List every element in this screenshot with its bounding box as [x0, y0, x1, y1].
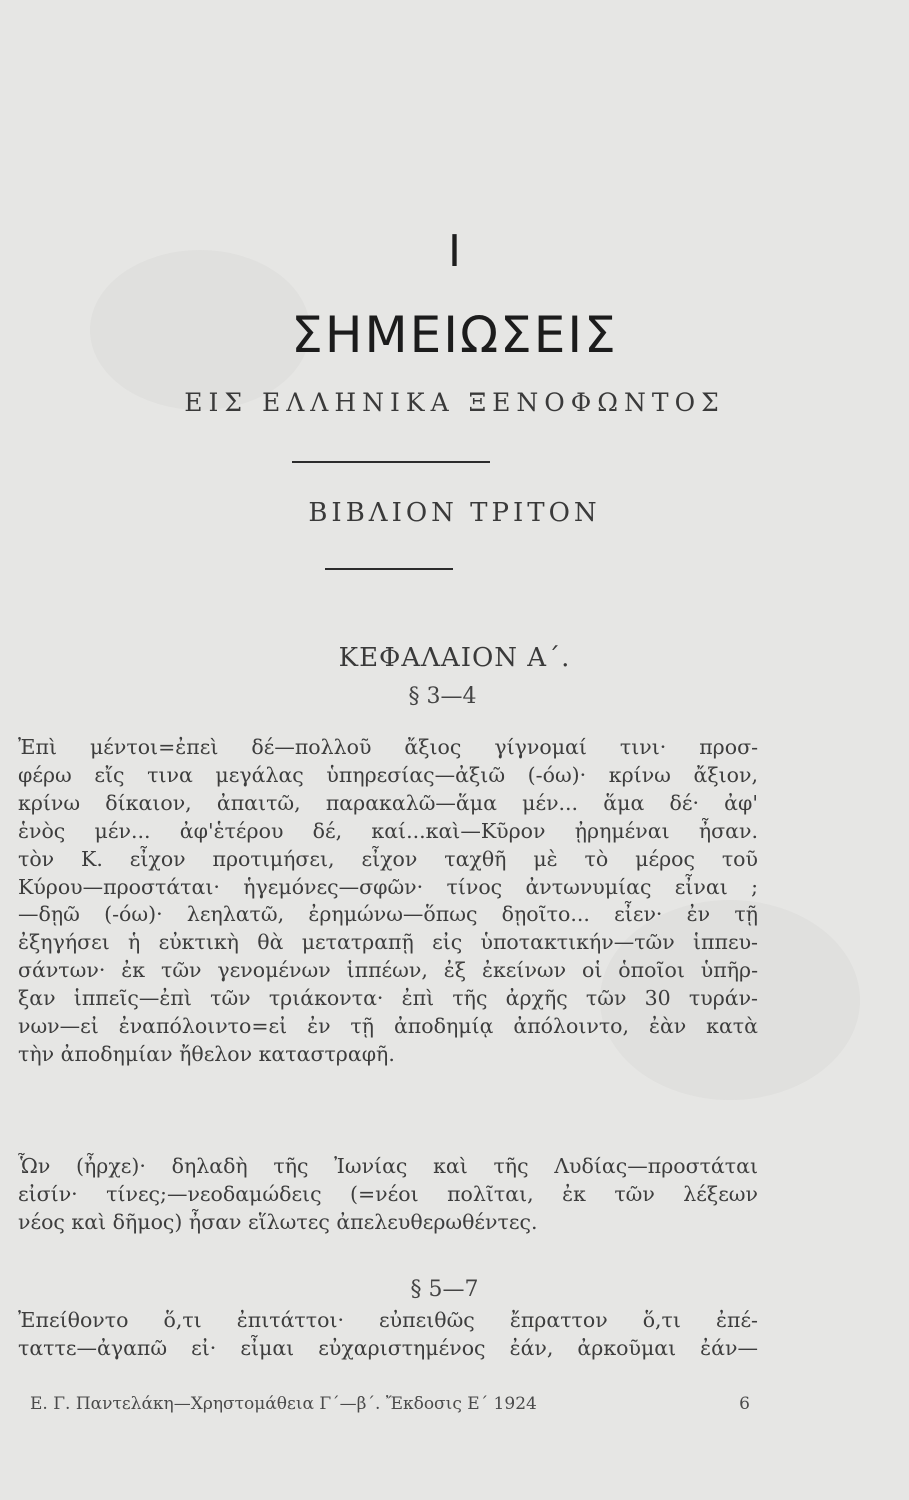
chapter-numeral: Ι [448, 226, 461, 277]
page-footer [30, 1392, 750, 1416]
text-line: τὴν ἀποδημίαν ἤθελον καταστραφῆ. [18, 1041, 395, 1066]
text-line: Ὧν (ἦρχε)· δηλαδὴ τῆς Ἰωνίας καὶ τῆς Λυδίας—προστάται [18, 1154, 758, 1178]
text-line: τὸν Κ. εἶχον προτιμήσει, εἶχον ταχθῆ μὲ τὸ μέρος τοῦ [18, 846, 758, 871]
text-line: Κύρου—προστάται· ἡγεμόνες—σφῶν· τίνος ἀντωνυμίας εἶναι ; [18, 874, 758, 899]
text-line: εἰσίν· τίνες;—νεοδαμώδεις (=νέοι πολῖται, ἐκ τῶν λέξεων [18, 1181, 758, 1206]
text-line: νέος καὶ δῆμος) ἦσαν εἵλωτες ἀπελευθερωθέντες. [18, 1209, 538, 1234]
note-paragraph [18, 734, 758, 1069]
text-line: σάντων· ἐκ τῶν γενομένων ἱππέων, ἐξ ἐκείνων οἱ ὁποῖοι ὑπῆρ- [18, 958, 758, 983]
text-line: κρίνω δίκαιον, ἀπαιτῶ, παρακαλῶ—ἅμα μέν... ἅμα δέ· ἀφ' [18, 790, 758, 815]
chapter-heading: ΚΕΦΑΛΑΙΟΝ Α΄. [338, 643, 571, 673]
section-heading: § 3—4 [408, 684, 477, 709]
text-line: νων—εἰ ἐναπόλοιντο=εἰ ἐν τῇ ἀποδημίᾳ ἀπόλοιντο, ἐὰν κατὰ [18, 1014, 758, 1039]
note-paragraph [18, 1153, 758, 1237]
divider-rule [292, 461, 490, 463]
book-heading: ΒΙΒΛΙΟΝ ΤΡΙΤΟΝ [308, 498, 601, 528]
text-line: ξαν ἱππεῖς—ἐπὶ τῶν τριάκοντα· ἐπὶ τῆς ἀρχῆς τῶν 30 τυράν- [18, 986, 758, 1011]
page-title: ΣΗΜΕΙΩΣΕΙΣ [291, 306, 618, 364]
text-line: ἐξηγήσει ἡ εὐκτικὴ θὰ μετατραπῇ εἰς ὑποτακτικήν—τῶν ἱππευ- [18, 930, 758, 955]
page-subtitle: ΕΙΣ ΕΛΛΗΝΙΚΑ ΞΕΝΟΦΩΝΤΟΣ [184, 388, 725, 417]
text-line: Ἐπὶ μέντοι=ἐπεὶ δέ—πολλοῦ ἄξιος γίγνομαί τινι· προσ- [18, 735, 758, 759]
page-number: 6 [739, 1394, 750, 1414]
footer-citation: Ε. Γ. Παντελάκη—Χρηστομάθεια Γ΄—β΄. Ἔκδοσις Ε΄ 1924 [30, 1394, 537, 1414]
text-line: Ἐπείθοντο ὅ,τι ἐπιτάττοι· εὐπειθῶς ἔπραττον ὅ,τι ἐπέ- [18, 1308, 758, 1332]
text-line: φέρω εἴς τινα μεγάλας ὑπηρεσίας—ἀξιῶ (-όω)· κρίνω ἄξιον, [18, 762, 758, 787]
text-line: ταττε—ἀγαπῶ εἰ· εἶμαι εὐχαριστημένος ἐάν, ἀρκοῦμαι ἐάν— [18, 1335, 758, 1360]
note-paragraph [18, 1307, 758, 1363]
divider-rule [325, 568, 453, 570]
text-line: ἑνὸς μέν... ἀφ'ἑτέρου δέ, καί...καὶ—Κῦρον ᾐρημέναι ἦσαν. [18, 818, 758, 843]
section-heading: § 5—7 [410, 1277, 479, 1302]
text-line: —δῃῶ (-όω)· λεηλατῶ, ἐρημώνω—ὅπως δῃοῖτο... εἶεν· ἐν τῇ [18, 902, 758, 927]
